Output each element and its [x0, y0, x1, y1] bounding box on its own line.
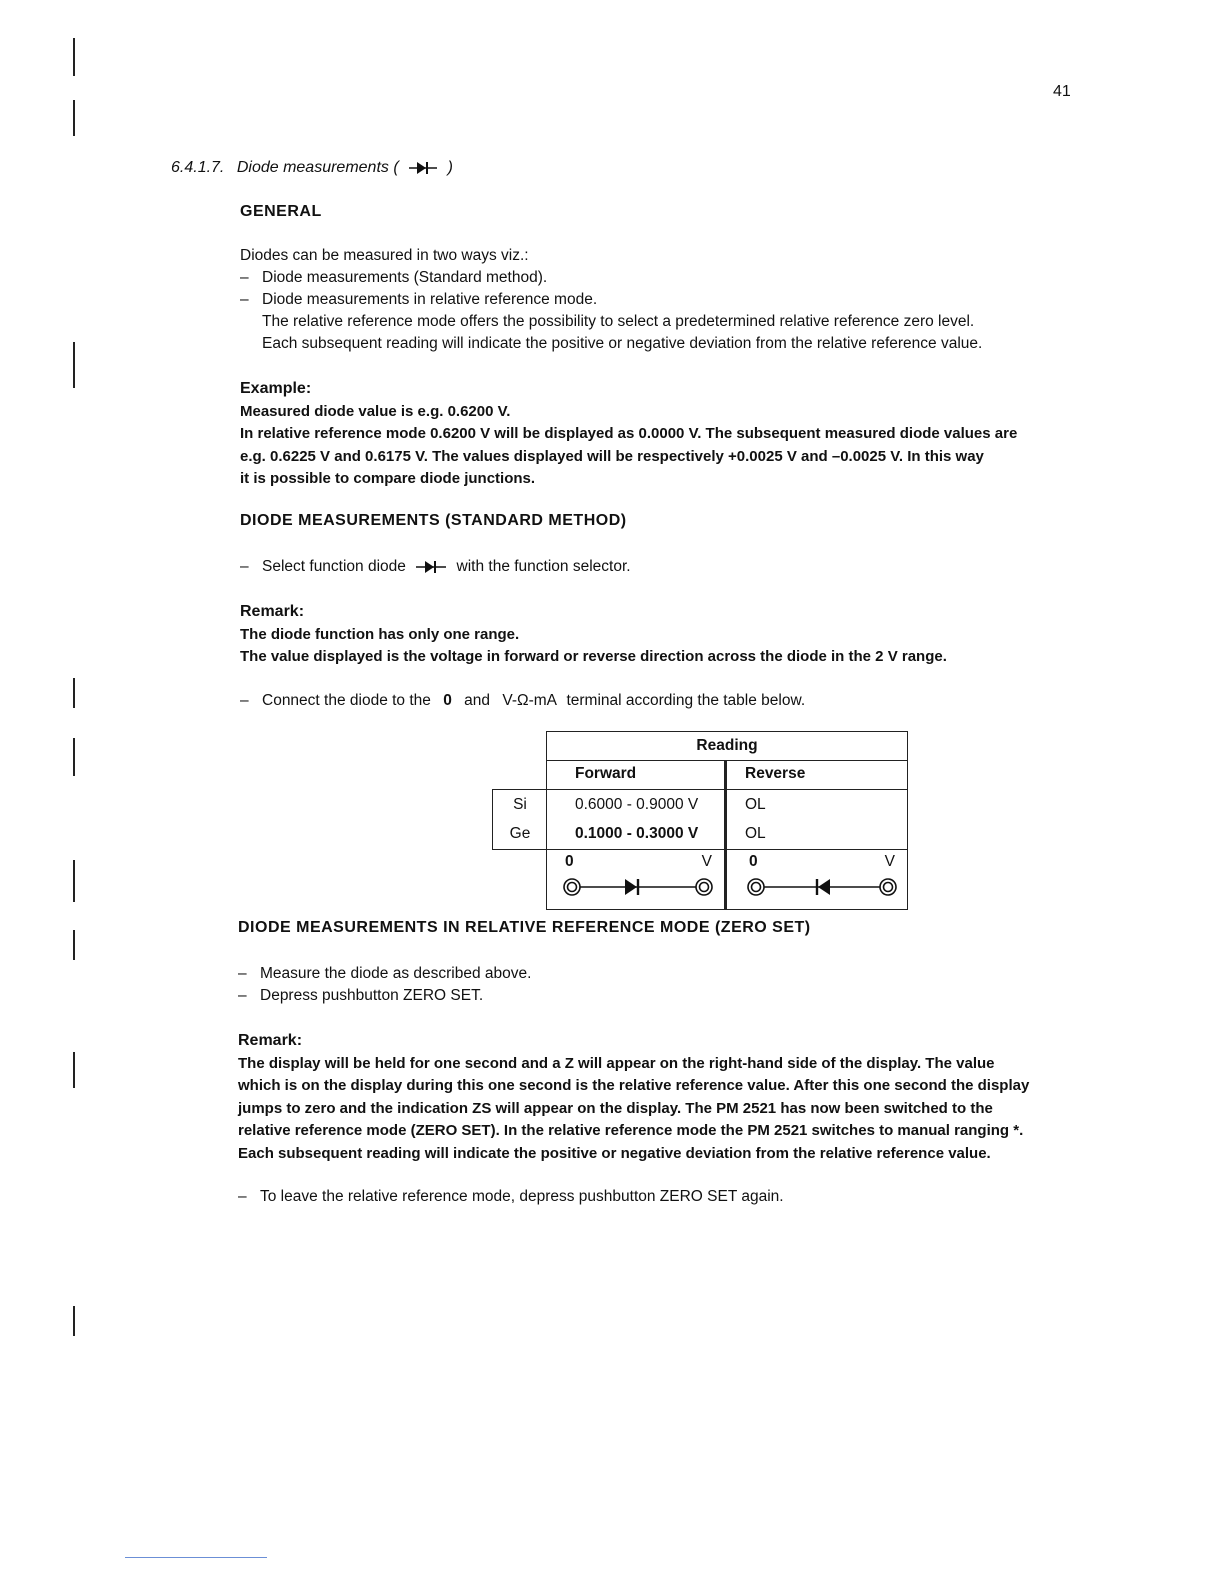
- scan-margin-mark: [73, 38, 75, 76]
- remark-line: The display will be held for one second and a Z will appear on the right-hand side of the display. The value: [238, 1054, 995, 1072]
- remark-heading: Remark:: [240, 603, 305, 620]
- example-block: [240, 378, 1140, 491]
- table-header: Reading: [546, 731, 908, 761]
- row-label-si: Si: [492, 789, 547, 820]
- section-title: Diode measurements (: [236, 159, 399, 176]
- remark-line: which is on the display during this one second is the relative reference value. After this one second the display: [238, 1077, 1030, 1094]
- column-header-reverse: Reverse: [724, 760, 908, 790]
- remark-line: The value displayed is the voltage in forward or reverse direction across the diode in the 2 V range.: [240, 648, 947, 665]
- detail-line: The relative reference mode offers the possibility to select a predetermined relative reference zero level.: [262, 313, 975, 330]
- general-block: [240, 245, 1140, 355]
- row-label-ge: Ge: [492, 819, 547, 850]
- list-item: – Measure the diode as described above.: [238, 965, 532, 982]
- example-line: e.g. 0.6225 V and 0.6175 V. The values displayed will be respectively +0.0025 V and –0.0025 V. In this way: [240, 447, 984, 465]
- step-text-end: with the function selector.: [456, 558, 631, 575]
- reverse-diode-diagram-icon: [745, 876, 899, 898]
- diode-symbol-icon: [416, 560, 446, 574]
- connect-end: terminal according the table below.: [566, 692, 806, 709]
- scan-edge-line: [125, 1557, 267, 1558]
- terminal-v-label: V: [884, 853, 895, 870]
- relative-remark-block: [238, 1030, 1138, 1165]
- reverse-connection-cell: [724, 849, 908, 910]
- page-number: 41: [1053, 83, 1071, 100]
- list-item: – Diode measurements in relative reference mode.: [240, 291, 598, 308]
- leave-mode-step: – To leave the relative reference mode, depress pushbutton ZERO SET again.: [238, 1188, 784, 1205]
- scan-margin-mark: [73, 100, 75, 136]
- diode-symbol-icon: [409, 161, 437, 175]
- terminal-zero-label: 0: [565, 853, 574, 870]
- example-heading: Example:: [240, 380, 312, 397]
- list-item-text: Diode measurements (Standard method).: [262, 269, 548, 286]
- scan-margin-mark: [73, 930, 75, 960]
- general-intro: Diodes can be measured in two ways viz.:: [240, 247, 529, 264]
- terminal-v-label: V: [701, 853, 712, 870]
- section-heading: [171, 159, 453, 177]
- connect-and: and: [464, 692, 491, 709]
- cell-si-reverse: OL: [724, 789, 908, 820]
- forward-diode-diagram-icon: [561, 876, 715, 898]
- remark-line: The diode function has only one range.: [240, 625, 520, 643]
- cell-si-forward: 0.6000 - 0.9000 V: [546, 789, 726, 820]
- standard-method-heading: DIODE MEASUREMENTS (STANDARD METHOD): [240, 512, 627, 529]
- list-item: – Diode measurements (Standard method).: [240, 269, 548, 286]
- scan-margin-mark: [73, 1306, 75, 1336]
- relative-steps: [238, 963, 1138, 1007]
- connect-zero: 0: [443, 692, 452, 709]
- forward-connection-cell: [546, 849, 726, 910]
- step-text: Select function diode: [262, 558, 406, 575]
- scan-margin-mark: [73, 738, 75, 776]
- connect-terminal: V-Ω-mA: [502, 692, 557, 709]
- connect-step: – Connect the diode to the 0 and V-Ω-mA terminal according the table below.: [240, 692, 806, 709]
- list-item-text: Depress pushbutton ZERO SET.: [260, 987, 484, 1004]
- section-title-close: ): [447, 159, 453, 176]
- example-line: Measured diode value is e.g. 0.6200 V.: [240, 402, 511, 420]
- step-text: To leave the relative reference mode, depress pushbutton ZERO SET again.: [260, 1188, 784, 1205]
- list-item-text: Measure the diode as described above.: [260, 965, 532, 982]
- remark-line: relative reference mode (ZERO SET). In the relative reference mode the PM 2521 switches to manual ranging *.: [238, 1122, 1024, 1139]
- connect-text: Connect the diode to the: [262, 692, 431, 709]
- relative-mode-heading: DIODE MEASUREMENTS IN RELATIVE REFERENCE MODE (ZERO SET): [238, 919, 811, 936]
- select-function-step: – Select function diode with the function selector.: [240, 558, 631, 575]
- example-line: In relative reference mode 0.6200 V will be displayed as 0.0000 V. The subsequent measured diode values are: [240, 425, 1018, 442]
- scan-margin-mark: [73, 678, 75, 708]
- remark-line: jumps to zero and the indication ZS will appear on the display. The PM 2521 has now been switched to the: [238, 1099, 993, 1117]
- example-line: it is possible to compare diode junctions.: [240, 470, 536, 487]
- column-header-forward: Forward: [546, 760, 726, 790]
- remark-line: Each subsequent reading will indicate the positive or negative deviation from the relative reference value.: [238, 1144, 991, 1162]
- list-item-text: Diode measurements in relative reference mode.: [262, 291, 598, 308]
- remark-block: [240, 601, 1140, 669]
- cell-ge-reverse: OL: [724, 819, 908, 850]
- cell-ge-forward: 0.1000 - 0.3000 V: [546, 819, 726, 850]
- section-number: 6.4.1.7.: [171, 159, 225, 176]
- terminal-zero-label: 0: [749, 853, 758, 870]
- scan-margin-mark: [73, 1052, 75, 1088]
- list-item: – Depress pushbutton ZERO SET.: [238, 987, 484, 1004]
- scan-margin-mark: [73, 860, 75, 902]
- detail-line: Each subsequent reading will indicate the positive or negative deviation from the relative reference value.: [262, 335, 983, 352]
- general-heading: GENERAL: [240, 203, 322, 220]
- remark-heading: Remark:: [238, 1032, 303, 1049]
- scan-margin-mark: [73, 342, 75, 388]
